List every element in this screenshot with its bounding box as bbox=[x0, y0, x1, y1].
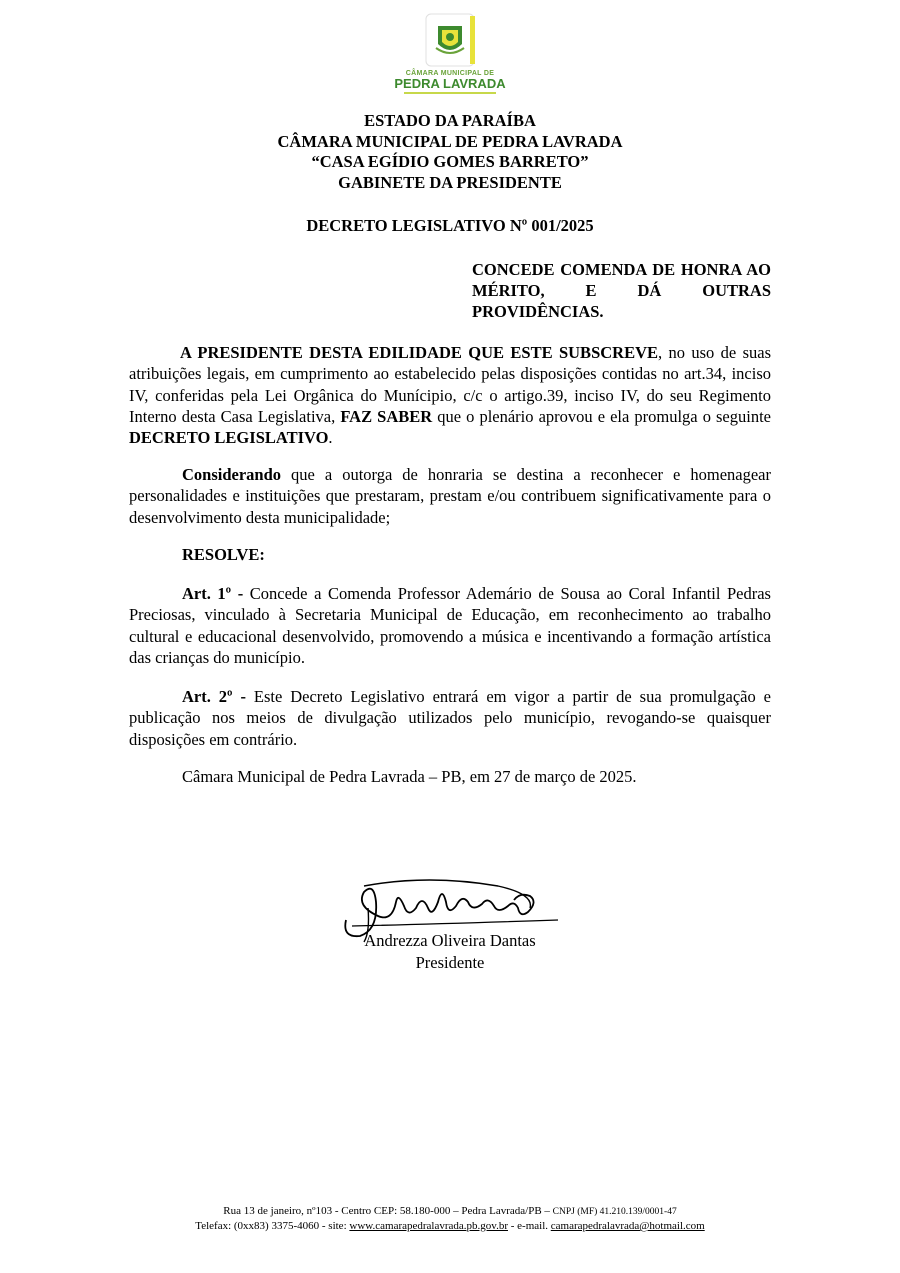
footer-cnpj: CNPJ (MF) 41.210.139/0001-47 bbox=[552, 1207, 677, 1217]
article-2-text: Este Decreto Legislativo entrará em vigor a partir de sua promulgação e publicação nos meios de divulgação utilizados pelo município, revogando-se quaisquer disposições em contrário. bbox=[129, 687, 772, 749]
article-2-label: Art. 2º - bbox=[182, 687, 246, 706]
considerando-lead: Considerando bbox=[182, 465, 282, 484]
preamble-text1: , no uso de suas atribuições legais, em cumprimento ao estabelecido pelas disposições contidas no art.34, inciso IV, conferidas pela Lei Orgânica do Munícipio, c/c o artigo.39, inciso IV, do seu Regimento Interno desta Casa Legislativa, bbox=[129, 343, 771, 426]
preamble-lead: A PRESIDENTE DESTA EDILIDADE QUE ESTE SUBSCREVE bbox=[180, 343, 659, 362]
signatory-role: Presidente bbox=[415, 953, 485, 972]
coat-of-arms-icon bbox=[422, 12, 478, 68]
preamble-paragraph bbox=[129, 342, 771, 448]
considerando-paragraph bbox=[129, 464, 771, 528]
document-header bbox=[0, 111, 900, 193]
decreto-legislativo: DECRETO LEGISLATIVO bbox=[129, 428, 329, 448]
logo-line1: CÂMARA MUNICIPAL DE bbox=[405, 70, 495, 77]
signature-block bbox=[0, 930, 900, 974]
header-state: ESTADO DA PARAÍBA bbox=[364, 111, 536, 130]
preamble-end: . bbox=[328, 428, 333, 448]
decree-title: DECRETO LEGISLATIVO Nº 001/2025 bbox=[306, 216, 594, 235]
signatory-name: Andrezza Oliveira Dantas bbox=[364, 931, 536, 950]
closing-line: Câmara Municipal de Pedra Lavrada – PB, em 27 de março de 2025. bbox=[182, 767, 637, 786]
footer-telefax: Telefax: (0xx83) 3375-4060 - site: bbox=[195, 1220, 350, 1232]
article-1-text: Concede a Comenda Professor Ademário de Sousa ao Coral Infantil Pedras Preciosas, vinculado à Secretaria Municipal de Educação, em reconhecimento ao trabalho cultural e educacional desenvolvido, promovendo a música e incentivando a formação artística das crianças do município. bbox=[129, 584, 771, 667]
logo-underline bbox=[404, 92, 496, 94]
header-office: GABINETE DA PRESIDENTE bbox=[338, 172, 562, 192]
resolve-heading: RESOLVE: bbox=[182, 545, 265, 564]
footer-site-link[interactable]: www.camarapedralavrada.pb.gov.br bbox=[349, 1220, 508, 1232]
footer-address: Rua 13 de janeiro, nº103 - Centro CEP: 58.180-000 – Pedra Lavrada/PB – bbox=[223, 1205, 553, 1217]
article-1 bbox=[129, 583, 771, 668]
page-footer bbox=[0, 1204, 900, 1233]
header-house: “CASA EGÍDIO GOMES BARRETO” bbox=[311, 152, 589, 171]
article-2 bbox=[129, 686, 771, 750]
faz-saber: FAZ SABER bbox=[340, 406, 433, 426]
logo-line2: PEDRA LAVRADA bbox=[394, 76, 506, 91]
considerando-text: que a outorga de honraria se destina a reconhecer e homenagear personalidades e instituições que prestaram, prestam e/ou contribuem significativamente para o desenvolvimento desta municipalidade; bbox=[129, 465, 771, 527]
header-chamber: CÂMARA MUNICIPAL DE PEDRA LAVRADA bbox=[277, 131, 623, 151]
footer-address-line bbox=[0, 1204, 900, 1219]
logo bbox=[392, 12, 508, 102]
footer-email-link[interactable]: camarapedralavrada@hotmail.com bbox=[550, 1220, 705, 1232]
article-1-label: Art. 1º - bbox=[182, 584, 244, 603]
decree-ementa: CONCEDE COMENDA DE HONRA AO MÉRITO, E DÁ OUTRAS PROVIDÊNCIAS. bbox=[472, 260, 771, 321]
footer-email-label: - e-mail. bbox=[507, 1220, 551, 1232]
preamble-text2: que o plenário aprovou e ela promulga o seguinte bbox=[432, 406, 771, 426]
footer-contact-line bbox=[0, 1219, 900, 1233]
